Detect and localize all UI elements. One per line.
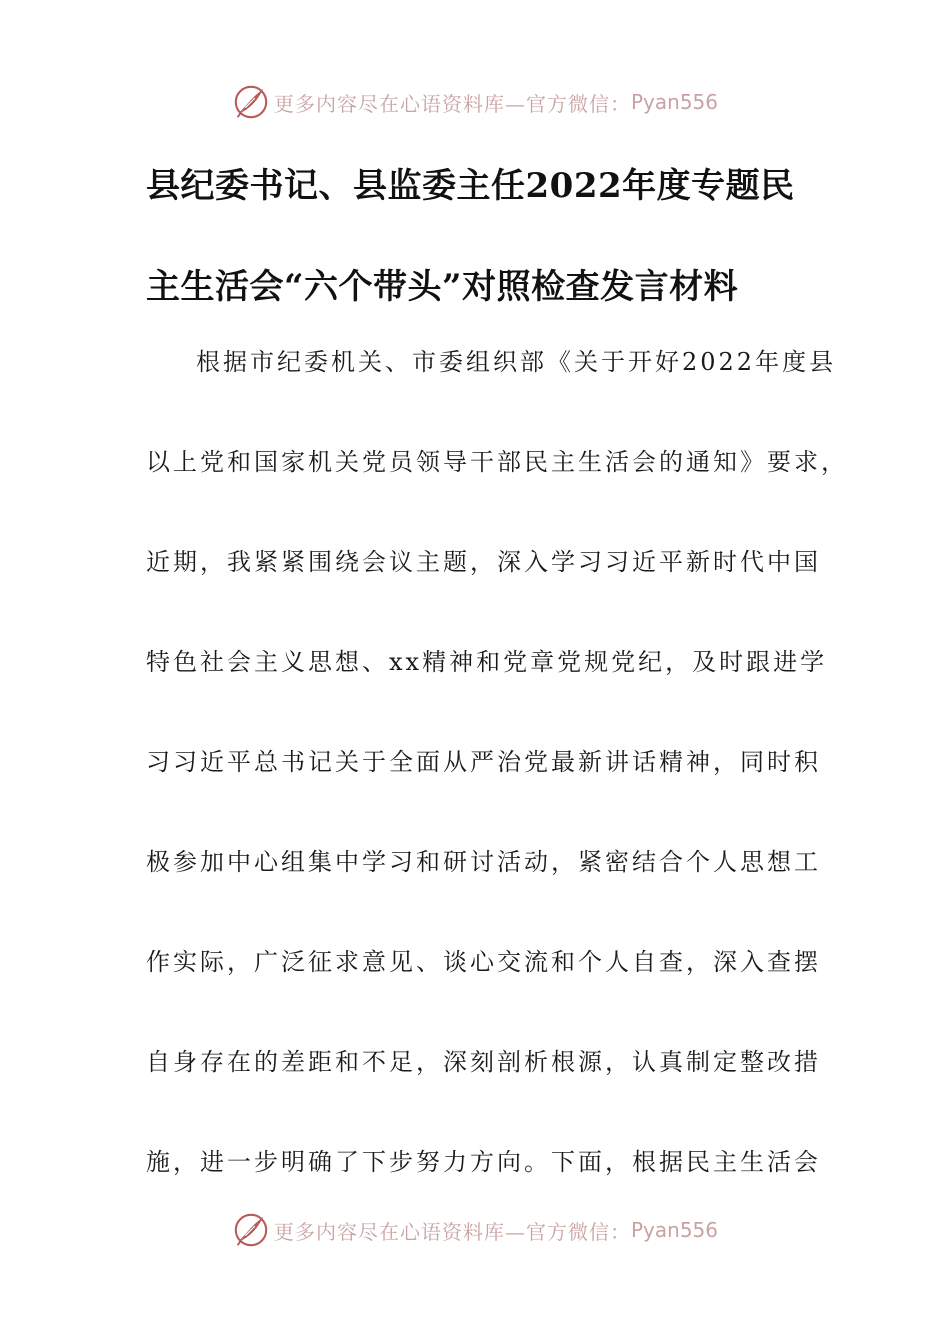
paragraph-line: 极参加中心组集中学习和研讨活动，紧密结合个人思想工: [146, 848, 821, 876]
title-line: 县纪委书记、县监委主任2022年度专题民: [146, 166, 795, 206]
document-title: [146, 136, 846, 338]
paragraph-line: 自身存在的差距和不足，深刻剖析根源，认真制定整改措: [146, 1048, 821, 1076]
watermark-text: 更多内容尽在心语资料库—官方微信：: [273, 91, 631, 116]
watermark-handle: Pyan556: [630, 90, 718, 114]
footer-watermark: [0, 1208, 950, 1252]
paragraph-line: 习习近平总书记关于全面从严治党最新讲话精神，同时积: [146, 748, 821, 776]
paragraph-line: 近期，我紧紧围绕会议主题，深入学习习近平新时代中国: [146, 548, 821, 576]
header-watermark: [0, 80, 950, 124]
watermark-text: 更多内容尽在心语资料库—官方微信：: [273, 1219, 631, 1244]
quill-logo-icon: [232, 1211, 270, 1249]
document-body: [146, 312, 848, 1212]
paragraph-line: 特色社会主义思想、xx精神和党章党规党纪，及时跟进学: [146, 648, 828, 676]
paragraph-line: 根据市纪委机关、市委组织部《关于开好2022年度县: [196, 348, 837, 376]
paragraph-line: 以上党和国家机关党员领导干部民主生活会的通知》要求，: [146, 448, 848, 476]
watermark-handle: Pyan556: [630, 1218, 718, 1242]
quill-logo-icon: [232, 83, 270, 121]
paragraph-line: 作实际，广泛征求意见、谈心交流和个人自查，深入查摆: [146, 948, 821, 976]
title-line: 主生活会“六个带头”对照检查发言材料: [146, 267, 739, 307]
paragraph-line: 施，进一步明确了下步努力方向。下面，根据民主生活会: [146, 1148, 821, 1176]
